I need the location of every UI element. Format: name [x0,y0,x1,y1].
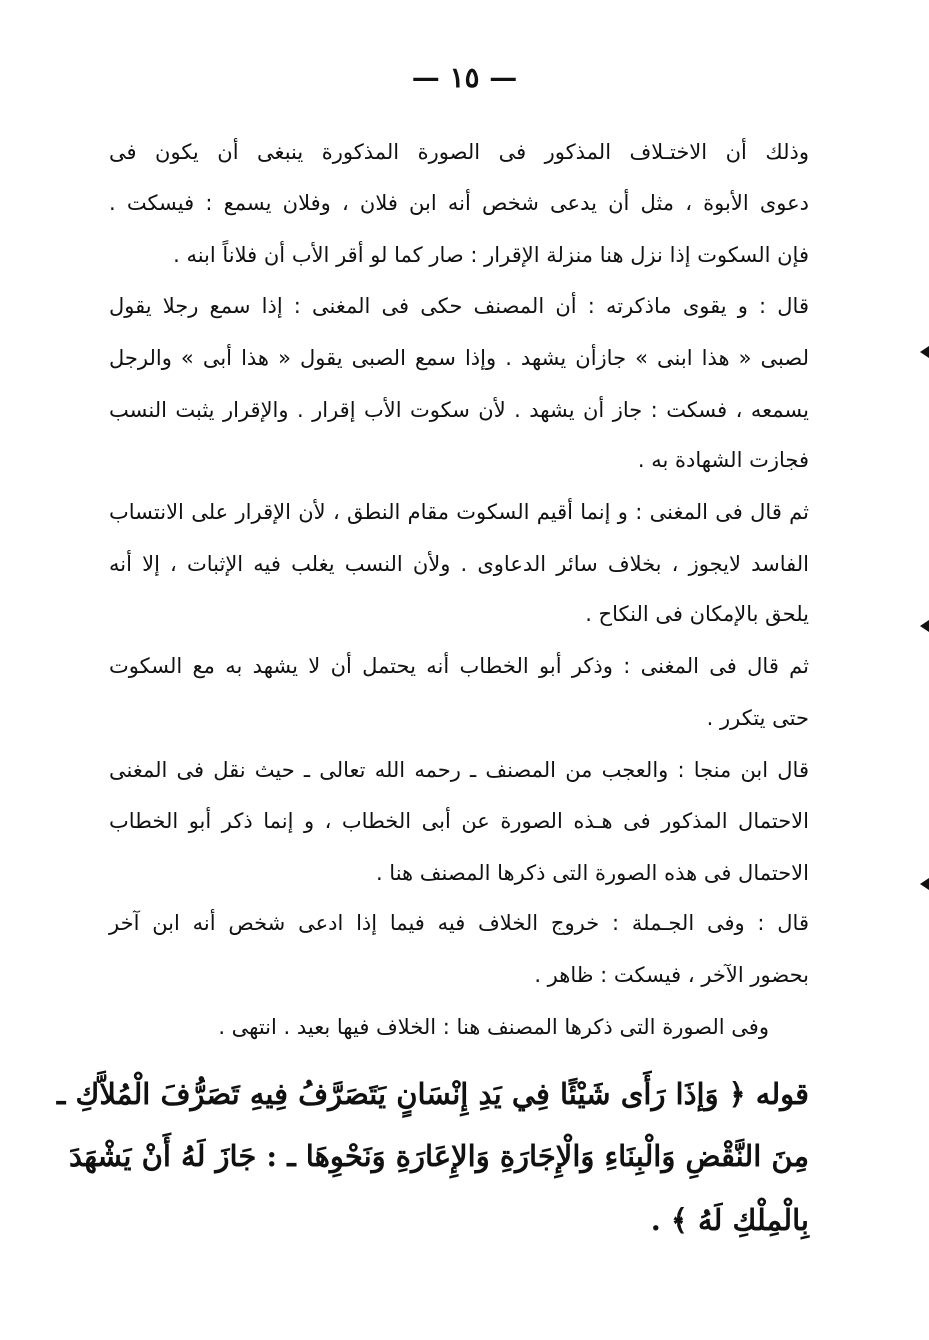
text-line: فإن السكوت إذا نزل هنا منزلة الإقرار : صار كما لو أقر الأب أن فلاناً ابنه . [173,243,809,267]
margin-mark [920,620,929,632]
text-line: وذلك أن الاختـلاف المذكور فى الصورة المذكورة ينبغى أن يكون فى [109,140,809,164]
quote-line: قوله ﴿ وَإذَا رَأَى شَيْئًا فِي يَدِ إِنْسَانٍ يَتَصَرَّفُ فِيهِ تَصَرُّفَ الْمُلاَّكِ ـ [56,1077,809,1111]
text-line: حتى يتكرر . [706,706,809,730]
text-line: الفاسد لايجوز ، بخلاف سائر الدعاوى . ولأن النسب يغلب فيه الإثبات ، إلا أنه [109,552,809,576]
text-line: بحضور الآخر ، فيسكت : ظاهر . [534,963,809,987]
page-number: — ١٥ — [411,61,518,94]
text-line: ثم قال فى المغنى : وذكر أبو الخطاب أنه يحتمل أن لا يشهد به مع السكوت [109,654,809,678]
text-line: يلحق بالإمكان فى النكاح . [585,602,809,626]
margin-mark [920,878,929,890]
text-line: الاحتمال المذكور فى هـذه الصورة عن أبى الخطاب ، و إنما ذكر أبو الخطاب [109,809,809,833]
text-line: قال : و يقوى ماذكرته : أن المصنف حكى فى المغنى : إذا سمع رجلا يقول [109,294,809,318]
quote-line: بِالْمِلْكِ لَهُ ﴾ . [650,1203,809,1237]
text-line: يسمعه ، فسكت : جاز أن يشهد . لأن سكوت الأب إقرار . والإقرار يثبت النسب [109,398,809,422]
quote-line: مِنَ النَّقْضِ وَالْبِنَاءِ وَالْإِجَارَةِ وَالإِعَارَةِ وَنَحْوِهَا ـ : جَازَ لَهُ أَنْ يَشْهَدَ [68,1139,809,1173]
text-line: ثم قال فى المغنى : و إنما أقيم السكوت مقام النطق ، لأن الإقرار على الانتساب [109,500,809,524]
text-line: دعوى الأبوة ، مثل أن يدعى شخص أنه ابن فلان ، وفلان يسمع : فيسكت . [109,191,809,215]
text-line: لصبى « هذا ابنى » جازأن يشهد . وإذا سمع الصبى يقول « هذا أبى » والرجل [109,346,809,370]
text-line: وفى الصورة التى ذكرها المصنف هنا : الخلاف فيها بعيد . انتهى . [218,1015,769,1039]
text-line: الاحتمال فى هذه الصورة التى ذكرها المصنف هنا . [375,861,809,885]
margin-mark [920,346,929,358]
text-line: فجازت الشهادة به . [637,448,809,472]
text-line: قال : وفى الجـملة : خروج الخلاف فيه فيما إذا ادعى شخص أنه ابن آخر [109,911,809,935]
text-line: قال ابن منجا : والعجب من المصنف ـ رحمه الله تعالى ـ حيث نقل فى المغنى [109,758,809,782]
